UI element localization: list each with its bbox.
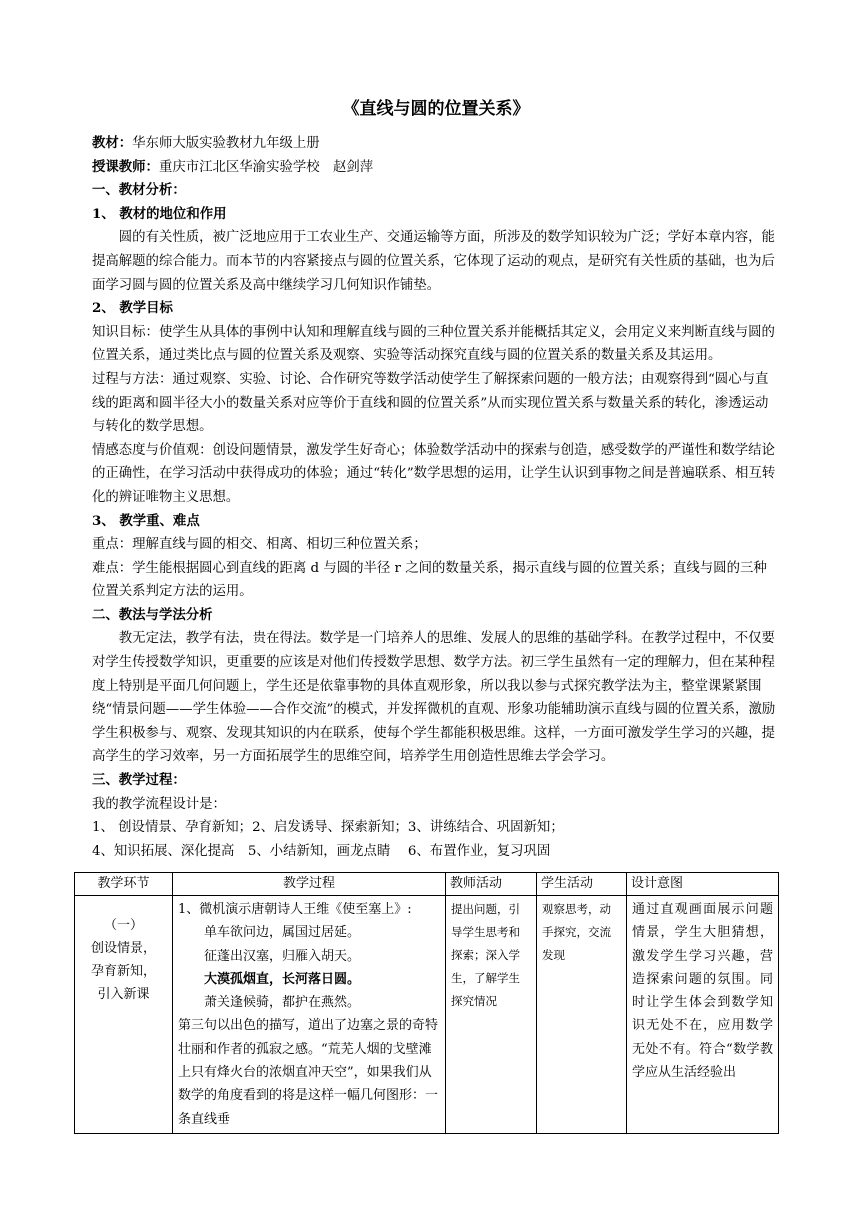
material-label: 教材： <box>92 135 133 151</box>
section-1-2-heading: 2、 教学目标 <box>92 300 173 317</box>
section-1-3-heading: 3、 教学重、难点 <box>92 512 200 529</box>
flow-line-1: 1、 创设情景、孕育新知；2、启发诱导、探索新知；3、讲练结合、巩固新知； <box>92 820 564 836</box>
section-3-intro: 我的教学流程设计是： <box>92 796 226 812</box>
material-value: 华东师大版实验教材九年级上册 <box>132 136 320 151</box>
teacher-value: 重庆市江北区华渝实验学校 赵剑萍 <box>158 159 374 175</box>
difficult-point: 难点：学生能根据圆心到直线的距离 d 与圆的半径 r 之间的数量关系，揭示直线与圆的位置关系；直线与圆的三种位置关系判定方法的运用。 <box>92 560 767 600</box>
stage-number: （一） <box>103 918 143 933</box>
table-header-row <box>75 873 779 896</box>
process-cell <box>173 896 446 1134</box>
section-1-1-heading: 1、 教材的地位和作用 <box>92 205 227 222</box>
section-2-text: 教无定法，教学有法，贵在得法。数学是一门培养人的思维、发展人的思维的基础学科。在教学过程中，不仅要对学生传授数学知识，更重要的应该是对他们传授数学思想、数学方法。初三学生虽然有一定的理解力，但在某种程度上特别是平面几何问题上，学生还是依靠事物的具体直观形象，所以我以参与式探究教学法为主，整堂课紧紧围绕“情景问题——学生体验——合作交流”的模式，并发挥微机的直观、形象功能辅助演示直线与圆的位置关系，激励学生积极参与、观察、发现其知识的内在联系，使每个学生都能积极思维。这样，一方面可激发学生学习的兴趣，提高学生的学习效率，另一方面拓展学生的思维空间，培养学生用创造性思维去学会学习。 <box>92 631 776 765</box>
knowledge-goal: 知识目标：使学生从具体的事例中认知和理解直线与圆的三种位置关系并能概括其定义，会用定义来判断直线与圆的位置关系，通过类比点与圆的位置关系及观察、实验等活动探究直线与圆的位置关系的数量关系及其运用。 <box>92 324 775 364</box>
poem-line-highlight: 大漠孤烟直，长河落日圆。 <box>204 971 361 987</box>
emotion-goal: 情感态度与价值观：创设问题情景，激发学生好奇心；体验数学活动中的探索与创造，感受数学的严谨性和数学结论的正确性，在学习活动中获得成功的体验；通过“转化”数学思想的运用，让学生认识到事物之间是普遍联系、相互转化的辨证唯物主义思想。 <box>92 442 776 505</box>
section-3-heading: 三、教学过程： <box>92 772 186 789</box>
stage-cell <box>75 896 173 1134</box>
header-stage: 教学环节 <box>75 873 173 896</box>
teacher-label: 授课教师： <box>92 158 159 175</box>
poem-line: 萧关逢候骑，都护在燕然。 <box>204 995 361 1011</box>
section-2-heading: 二、教法与学法分析 <box>92 606 213 623</box>
key-point: 重点：理解直线与圆的相交、相离、相切三种位置关系； <box>92 537 427 553</box>
process-goal: 过程与方法：通过观察、实验、讨论、合作研究等数学活动使学生了解探索问题的一般方法；由观察得到“圆心与直线的距离和圆半径大小的数量关系对应等价于直线和圆的位置关系”从而实现位置关系与数量关系的转化，渗透运动与转化的数学思想。 <box>92 371 769 435</box>
stage-line: 引入新课 <box>97 987 150 1002</box>
header-process: 教学过程 <box>173 873 446 896</box>
student-activity-cell: 观察思考，动手探究，交流发现 <box>537 896 627 1134</box>
document-title: 《直线与圆的位置关系》 <box>342 99 530 119</box>
header-student: 学生活动 <box>537 873 627 896</box>
process-intro: 1、微机演示唐朝诗人王维《使至塞上》: <box>178 902 412 917</box>
header-teacher: 教师活动 <box>446 873 537 896</box>
stage-line: 孕育新知， <box>90 964 156 979</box>
design-intent-cell: 通过直观画面展示问题情景，学生大胆猜想，激发学生学习兴趣，营造探索问题的氛围。同时让学生体会到数学知识无处不在，应用数学无处不有。符合“数学教学应从生活经验出 <box>627 896 779 1134</box>
table-row <box>75 896 779 1134</box>
teacher-line <box>92 156 780 180</box>
poem-line: 征蓬出汉塞，归雁入胡天。 <box>204 948 361 964</box>
lesson-table <box>74 872 779 1134</box>
section-1-heading: 一、教材分析： <box>92 182 186 199</box>
header-intent: 设计意图 <box>627 873 779 896</box>
document-body <box>92 96 780 863</box>
stage-line: 创设情景， <box>90 941 156 956</box>
teacher-activity-cell: 提出问题，引导学生思考和探索；深入学生，了解学生探究情况 <box>446 896 537 1134</box>
poem-line: 单车欲问边，属国过居延。 <box>204 925 361 941</box>
material-line <box>92 132 780 156</box>
flow-line-2: 4、知识拓展、深化提高 5、小结新知，画龙点睛 6、布置作业，复习巩固 <box>92 843 551 859</box>
process-text: 第三句以出色的描写，道出了边塞之景的奇特壮丽和作者的孤寂之感。“荒芜人烟的戈壁滩上只有烽火台的浓烟直冲天空”，如果我们从数学的角度看到的将是这样一幅几何图形：一条直线垂 <box>178 1018 439 1127</box>
section-1-1-text: 圆的有关性质，被广泛地应用于工农业生产、交通运输等方面，所涉及的数学知识较为广泛；学好本章内容，能提高解题的综合能力。而本节的内容紧接点与圆的位置关系，它体现了运动的观点，是研究有关性质的基础，也为后面学习圆与圆的位置关系及高中继续学习几何知识作铺垫。 <box>92 230 775 293</box>
